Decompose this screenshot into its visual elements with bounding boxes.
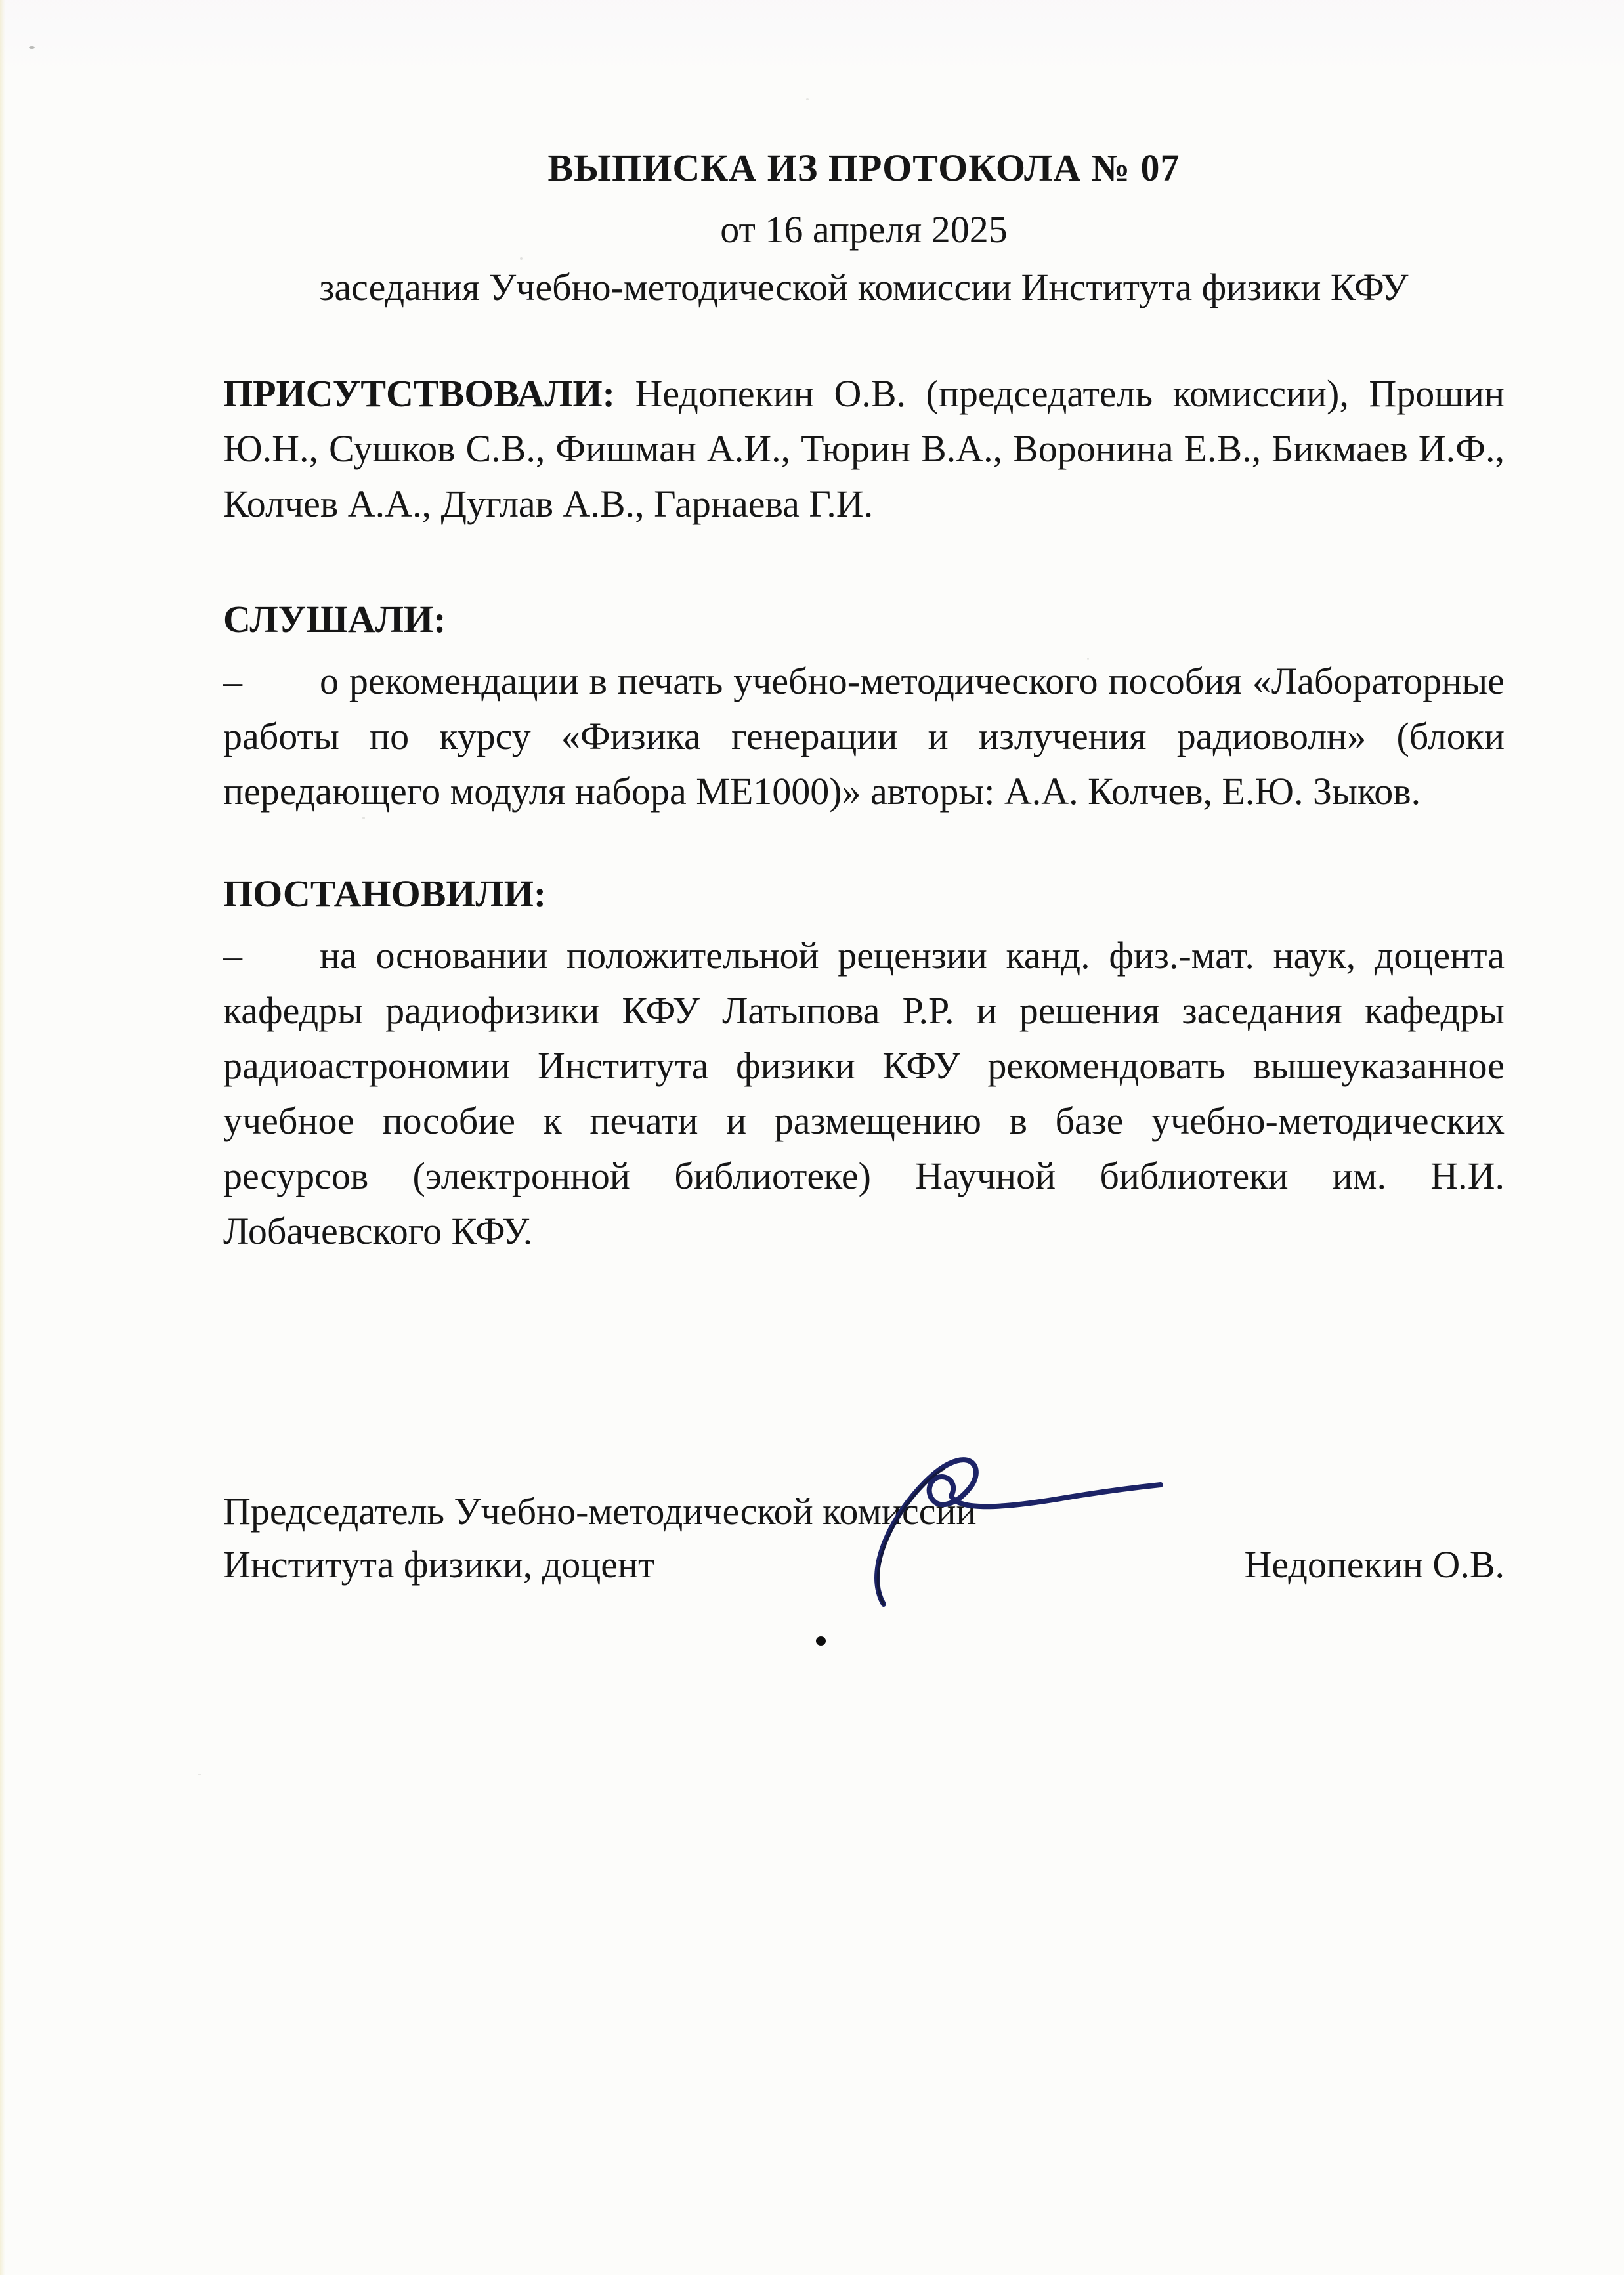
attendees-label: ПРИСУТСТВОВАЛИ: [223, 372, 615, 415]
document-date: от 16 апреля 2025 [720, 208, 1008, 251]
ink-dot [816, 1636, 826, 1646]
scan-speck [1087, 658, 1089, 660]
heard-heading-colon: : [433, 598, 446, 641]
resolved-item-text: на основании положительной рецензии канд. физ.-мат. наук, доцента кафедры радиофизики КФУ Латыпова Р.Р. и решения заседания кафедры радиоастрономии Института физики КФУ рекомендовать вышеуказанное учебное пособие к печати и размещению в базе учебно-методических ресурсов (электронной библиотеке) Научной библиотеки им. Н.И. Лобачевского КФУ. [223, 934, 1505, 1252]
heard-item [223, 654, 1505, 819]
document-subtitle: заседания Учебно-методической комиссии Института физики КФУ [319, 266, 1409, 308]
signer-role-line1: Председатель Учебно-методической комиссии [223, 1490, 977, 1533]
handwritten-signature-ink [845, 1452, 1177, 1613]
list-dash: – [223, 934, 242, 977]
resolved-item [223, 928, 1505, 1259]
list-dash: – [223, 660, 242, 702]
resolved-heading: ПОСТАНОВИЛИ: [223, 872, 547, 915]
document-title: ВЫПИСКА ИЗ ПРОТОКОЛА № 07 [547, 146, 1180, 189]
heard-heading [223, 592, 1505, 647]
scan-speck [806, 98, 809, 100]
heard-heading-word: СЛУШАЛИ [223, 598, 434, 641]
document-body [223, 0, 1505, 1591]
signer-role-line2: Института физики, доцент [223, 1543, 655, 1586]
attendees-names: Недопекин О.В. (председатель комиссии), Прошин Ю.Н., Сушков С.В., Фишман А.И., Тюрин В.А., Воронина Е.В., Бикмаев И.Ф., Колчев А.А., Дуглав А.В., Гарнаева Г.И. [223, 372, 1505, 525]
heard-item-text: о рекомендации в печать учебно-методического пособия «Лабораторные работы по курсу «Физика генерации и излучения радиоволн» (блоки передающего модуля набора МЕ1000)» авторы: А.А. Колчев, Е.Ю. Зыков. [223, 660, 1505, 813]
scan-speck [198, 1774, 201, 1775]
scan-speck [1443, 396, 1445, 398]
scan-speck [520, 257, 523, 260]
attendees-paragraph [223, 366, 1505, 532]
signer-name: Недопекин О.В. [1244, 1543, 1505, 1586]
scan-speck [362, 817, 365, 819]
scan-speck [29, 46, 35, 49]
